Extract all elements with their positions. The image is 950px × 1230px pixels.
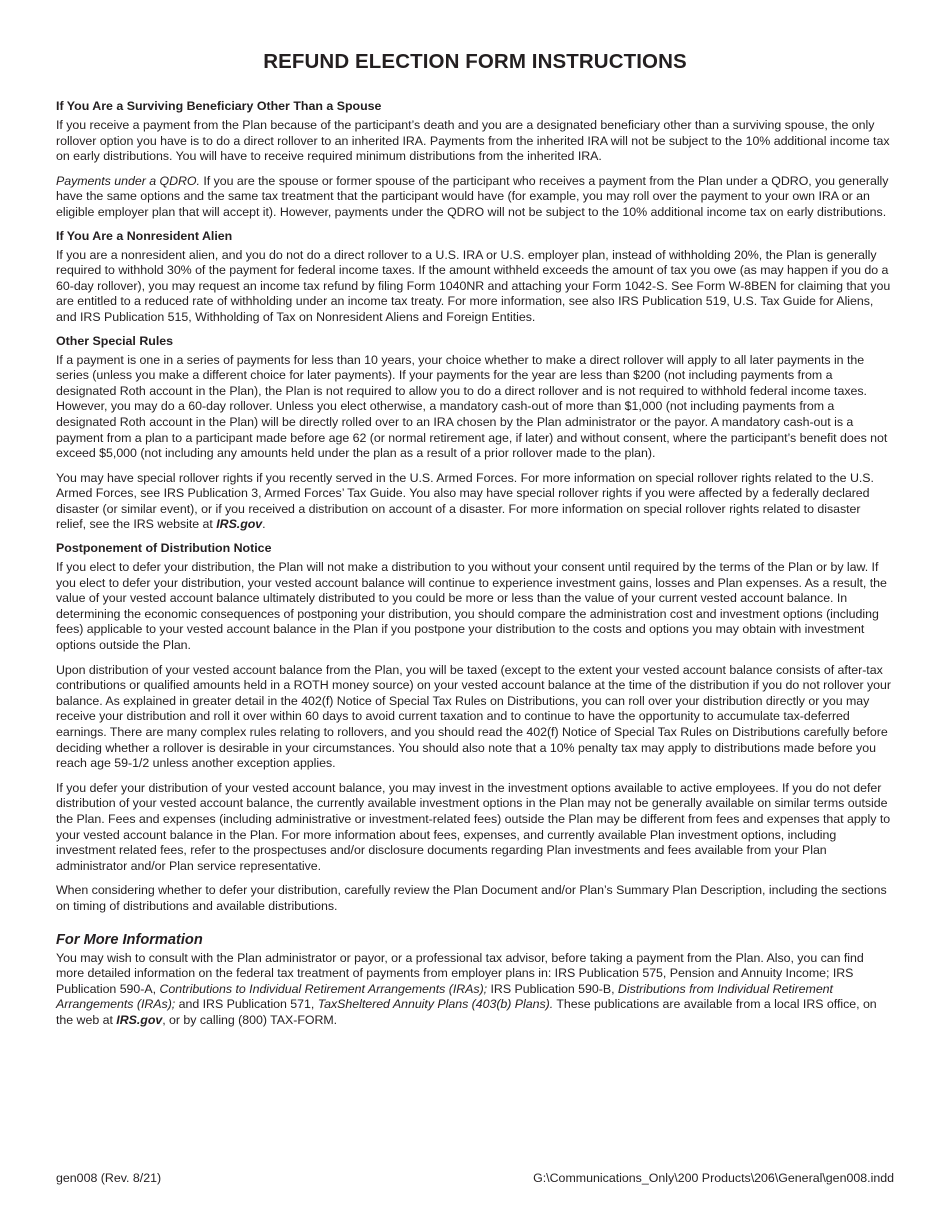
irs-website-link[interactable]: IRS.gov — [216, 517, 263, 532]
more-info-text-2: IRS Publication 590-B, — [487, 981, 618, 996]
more-info-text-3: and IRS Publication 571, — [175, 997, 318, 1012]
armed-forces-end: . — [262, 517, 266, 532]
heading-for-more-information: For More Information — [56, 931, 203, 948]
paragraph-nonresident-withholding: If you are a nonresident alien, and you do not do a direct rollover to a U.S. IRA or U.S. employer plan, instead of withholding 20%, the Plan is generally required to withhold 30% of the payment for federal income taxes. If the amount withheld exceeds the amount of tax you owe (as may happen if you do a 60-day rollover), you may request an income tax refund by filing Form 1040NR and attaching your Form 1042-S. See Form W-8BEN for claiming that you are entitled to a reduced rate of withholding under an income tax treaty. For more information, see also IRS Publication 519, U.S. Tax Guide for Aliens, and IRS Publication 515, Withholding of Tax on Nonresident Aliens and Foreign Entities. — [56, 247, 891, 324]
more-info-text-4: These publications are available from a local IRS office, on the web at — [56, 997, 877, 1027]
paragraph-review-plan-document: When considering whether to defer your distribution, carefully review the Plan Document and/or Plan’s Summary Plan Description, including the sections on timing of distributions and available distributions. — [56, 883, 887, 913]
qdro-text: If you are the spouse or former spouse of the participant who receives a payment from the Plan under a QDRO, you generally have the same options and the same tax treatment that the participant would have (for example, you may roll over the payment to your own IRA or an eligible employer plan that will accept it). However, payments under the QDRO will not be subject to the 10% additional income tax on early distributions. — [56, 173, 889, 219]
paragraph-beneficiary-rollover: If you receive a payment from the Plan because of the participant’s death and you are a designated beneficiary other than a surviving spouse, the only rollover option you have is to do a direct rollover to an inherited IRA. Payments from the inherited IRA will not be subject to the 10% additional income tax on early distributions. You will have to receive required minimum distributions from the inherited IRA. — [56, 118, 890, 164]
heading-surviving-beneficiary: If You Are a Surviving Beneficiary Other Than a Spouse — [56, 99, 382, 113]
page-title: REFUND ELECTION FORM INSTRUCTIONS — [263, 50, 687, 73]
publication-590b-title: Distributions from Individual Retirement Arrangements (IRAs); — [56, 981, 833, 1012]
footer-form-id: gen008 (Rev. 8/21) — [56, 1171, 162, 1185]
publication-571-title: TaxSheltered Annuity Plans (403(b) Plans). — [317, 997, 554, 1012]
heading-other-special-rules: Other Special Rules — [56, 333, 174, 348]
more-info-text-1: You may wish to consult with the Plan administrator or payor, or a professional tax advisor, before taking a payment from the Plan. Also, you can find more detailed information on the federal tax treatment of payments from employer plans in: IRS Publication 575, Pension and Annuity Income; IRS Publication 590-A, — [56, 950, 864, 996]
paragraph-series-payments: If a payment is one in a series of payments for less than 10 years, your choice whether to make a direct rollover will apply to all later payments in the series (unless you make a different choice for later payments). If your payments for the year are less than $200 (not including payments from a designated Roth account in the Plan), the Plan is not required to allow you to do a direct rollover and is not required to withhold federal income taxes. However, you may do a 60-day rollover. Unless you elect otherwise, a mandatory cash-out of more than $1,000 (not including payments from a designated Roth account in the Plan) will be directly rolled over to an IRA chosen by the Plan administrator or the payor. A mandatory cash-out is a payment from a plan to a participant made before age 62 (or normal retirement age, if later) and without consent, where the participant’s benefit does not exceed $5,000 (not including any amounts held under the plan as a result of a prior rollover made to the plan). — [56, 352, 888, 461]
paragraph-armed-forces — [56, 471, 894, 533]
paragraph-taxation-on-distribution: Upon distribution of your vested account balance from the Plan, you will be taxed (except to the extent your vested account balance consists of after-tax contributions or qualified amounts held in a ROTH money source) on your vested account balance at the time of the distribution if you do not rollover your balance. As explained in greater detail in the 402(f) Notice of Special Tax Rules on Distributions, you can roll over your distribution directly or you may receive your distribution and roll it over within 60 days to avoid current taxation and to continue to have the opportunity to accumulate tax-deferred earnings. There are many complex rules relating to rollovers, and you should read the 402(f) Notice of Special Tax Rules on Distributions carefully before deciding whether a rollover is desirable in your circumstances. You should also note that a 10% penalty tax may apply to distributions made before you reach age 59-1/2 unless another exception applies. — [56, 662, 891, 771]
publication-590a-title: Contributions to Individual Retirement Arrangements (IRAs); — [159, 981, 488, 996]
irs-gov-link[interactable]: IRS.gov — [116, 1012, 163, 1027]
more-info-text-5: , or by calling (800) TAX-FORM. — [162, 1012, 338, 1027]
paragraph-qdro — [56, 174, 894, 221]
qdro-lead: Payments under a QDRO. — [56, 173, 200, 188]
document-body — [56, 99, 894, 1038]
heading-nonresident-alien: If You Are a Nonresident Alien — [56, 228, 233, 243]
paragraph-more-information — [56, 951, 894, 1029]
paragraph-investment-options: If you defer your distribution of your vested account balance, you may invest in the investment options available to active employees. If you do not defer distribution of your vested account balance, the currently available investment options in the Plan may not be generally available on similar terms outside the Plan. Fees and expenses (including administrative or investment-related fees) outside the Plan may be different from fees and expenses that apply to your vested account balance in the Plan. For more information about fees, expenses, and currently available Plan investment options, including investment related fees, refer to the prospectuses and/or disclosure documents regarding Plan investments and fees available from your Plan administrator and/or Plan service representative. — [56, 780, 891, 873]
paragraph-defer-distribution: If you elect to defer your distribution, the Plan will not make a distribution to you without your consent until required by the terms of the Plan or by law. If you elect to defer your distribution, your vested account balance will continue to experience investment gains, losses and Plan expenses. As a result, the value of your vested account balance ultimately distributed to you could be more or less than the value of your current vested account balance. In determining the economic consequences of postponing your distribution, you should compare the administration cost and investment options (including fees) applicable to your vested account balance in the Plan if you postpone your distribution to the costs and options you may obtain with investment options outside the Plan. — [56, 560, 887, 653]
footer-file-path: G:\Communications_Only\200 Products\206\General\gen008.indd — [533, 1171, 894, 1185]
armed-forces-text: You may have special rollover rights if you recently served in the U.S. Armed Forces. For more information on special rollover rights related to the U.S. Armed Forces, see IRS Publication 3, Armed Forces’ Tax Guide. You also may have special rollover rights if you were affected by a federally declared disaster (or similar event), or if you received a distribution on account of a disaster. For more information on special rollover rights related to disaster relief, see the IRS website at — [56, 470, 874, 532]
heading-postponement: Postponement of Distribution Notice — [56, 541, 272, 556]
